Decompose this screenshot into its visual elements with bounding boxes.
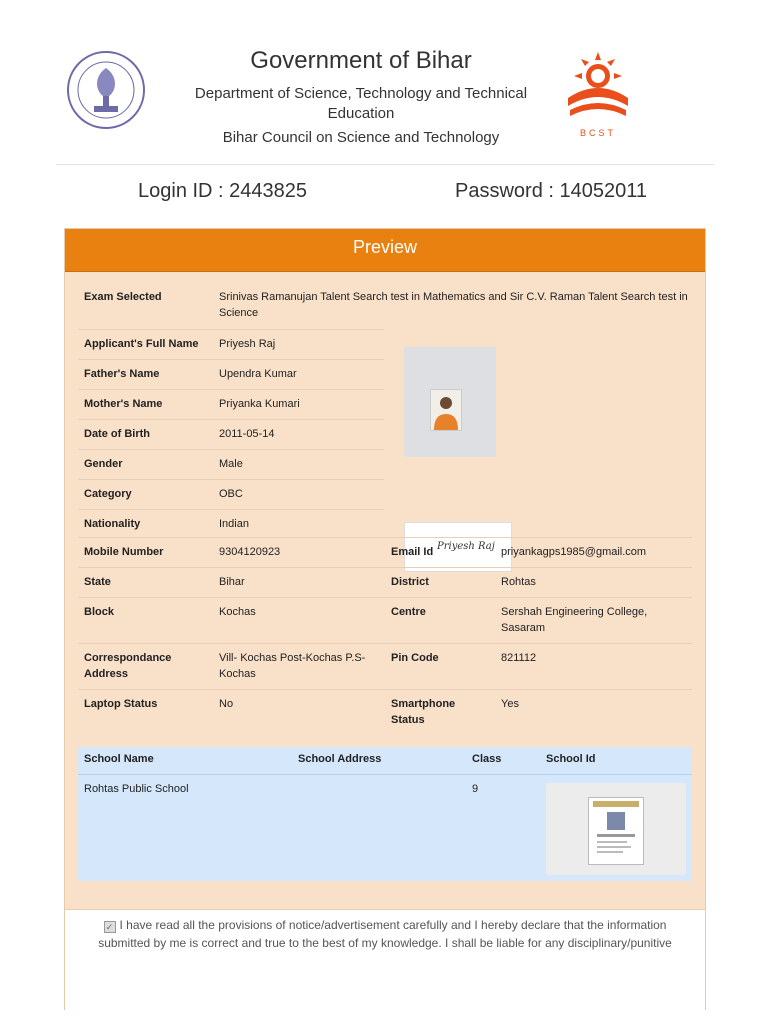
- pair-label: Email Id: [391, 546, 434, 558]
- field-row: [78, 359, 384, 390]
- declaration-checkbox[interactable]: ✓: [104, 921, 116, 933]
- password: Password : 14052011: [455, 180, 647, 202]
- council-name: Bihar Council on Science and Technology: [222, 129, 500, 146]
- field-label: Nationality: [84, 518, 141, 530]
- header-divider: [56, 164, 714, 165]
- applicant-photo: [404, 347, 496, 457]
- field-value: OBC: [219, 488, 243, 500]
- pair-label: Block: [84, 606, 114, 618]
- field-value: Male: [219, 458, 243, 470]
- field-value: 2011-05-14: [219, 428, 275, 440]
- field-row: [78, 419, 384, 450]
- pair-label: District: [391, 576, 429, 588]
- pair-value: Sershah Engineering College, Sasaram: [501, 606, 648, 634]
- field-label: Mother's Name: [84, 398, 163, 410]
- col-school-address: School Address: [298, 753, 382, 765]
- pair-label: Laptop Status: [84, 698, 158, 710]
- pair-label: Correspondance Address: [84, 652, 172, 680]
- exam-value: Srinivas Ramanujan Talent Search test in Mathematics and Sir C.V. Raman Talent Search test in Science: [219, 291, 688, 319]
- page-title: Government of Bihar: [250, 47, 472, 74]
- pair-label: State: [84, 576, 111, 588]
- class-value: 9: [472, 783, 479, 795]
- pair-label: Pin Code: [391, 652, 439, 664]
- pair-value: Kochas: [219, 606, 256, 618]
- pair-row: [78, 689, 692, 736]
- col-school-name: School Name: [84, 753, 154, 765]
- field-label: Applicant's Full Name: [84, 338, 199, 350]
- pair-label: Centre: [391, 606, 426, 618]
- declaration-text: I have read all the provisions of notice/advertisement carefully and I hereby declare that the information submitted by me is correct and true to the best of my knowledge. I shall be liable for any disciplinary/punitive: [98, 918, 672, 950]
- field-value: Indian: [219, 518, 249, 530]
- login-id: Login ID : 2443825: [138, 180, 308, 202]
- field-row: [78, 509, 384, 540]
- school-table: [78, 747, 692, 881]
- pair-value: Vill- Kochas Post-Kochas P.S-Kochas: [219, 652, 366, 680]
- field-value: Upendra Kumar: [219, 368, 297, 380]
- department-name: Department of Science, Technology and Technical Education: [194, 85, 528, 122]
- field-label: Father's Name: [84, 368, 160, 380]
- declaration-paragraph: [65, 910, 705, 958]
- bcst-logo: [564, 48, 632, 140]
- field-row: [78, 329, 384, 360]
- field-label: Category: [84, 488, 132, 500]
- pair-row: [78, 643, 692, 690]
- col-school-id: School Id: [546, 753, 596, 765]
- pair-value: 821112: [501, 652, 537, 664]
- pair-value: Yes: [501, 698, 519, 710]
- school-id-image: [546, 783, 686, 875]
- pair-value: Bihar: [219, 576, 245, 588]
- field-value: Priyesh Raj: [219, 338, 276, 350]
- field-row: [78, 389, 384, 420]
- header-titles: [166, 46, 556, 148]
- pair-row: [78, 537, 692, 568]
- field-row: [78, 449, 384, 480]
- preview-heading: Preview: [65, 229, 705, 272]
- declaration: [65, 909, 705, 1010]
- department-emblem-logo: [64, 48, 148, 132]
- field-label: Gender: [84, 458, 123, 470]
- exam-row: [78, 279, 692, 329]
- pair-row: [78, 597, 692, 644]
- pair-value: Rohtas: [501, 576, 536, 588]
- pair-label: Smartphone Status: [391, 698, 456, 726]
- bcst-logo-text: BCST: [579, 128, 617, 138]
- pair-value: priyankagps1985@gmail.com: [501, 546, 647, 558]
- field-row: [78, 479, 384, 510]
- pair-label: Mobile Number: [84, 546, 164, 558]
- preview-panel: [64, 228, 706, 1010]
- applicant-portrait: [430, 389, 462, 431]
- exam-label: Exam Selected: [84, 291, 162, 303]
- school-table-header: [78, 747, 692, 775]
- id-card-picture: [588, 797, 644, 865]
- col-class: Class: [472, 753, 502, 765]
- signature-text: Priyesh Raj: [437, 541, 495, 552]
- pair-value: 9304120923: [219, 546, 281, 558]
- school-name-value: Rohtas Public School: [84, 783, 189, 795]
- field-label: Date of Birth: [84, 428, 150, 440]
- pair-row: [78, 567, 692, 598]
- field-value: Priyanka Kumari: [219, 398, 300, 410]
- pair-value: No: [219, 698, 234, 710]
- page-header: [56, 40, 714, 164]
